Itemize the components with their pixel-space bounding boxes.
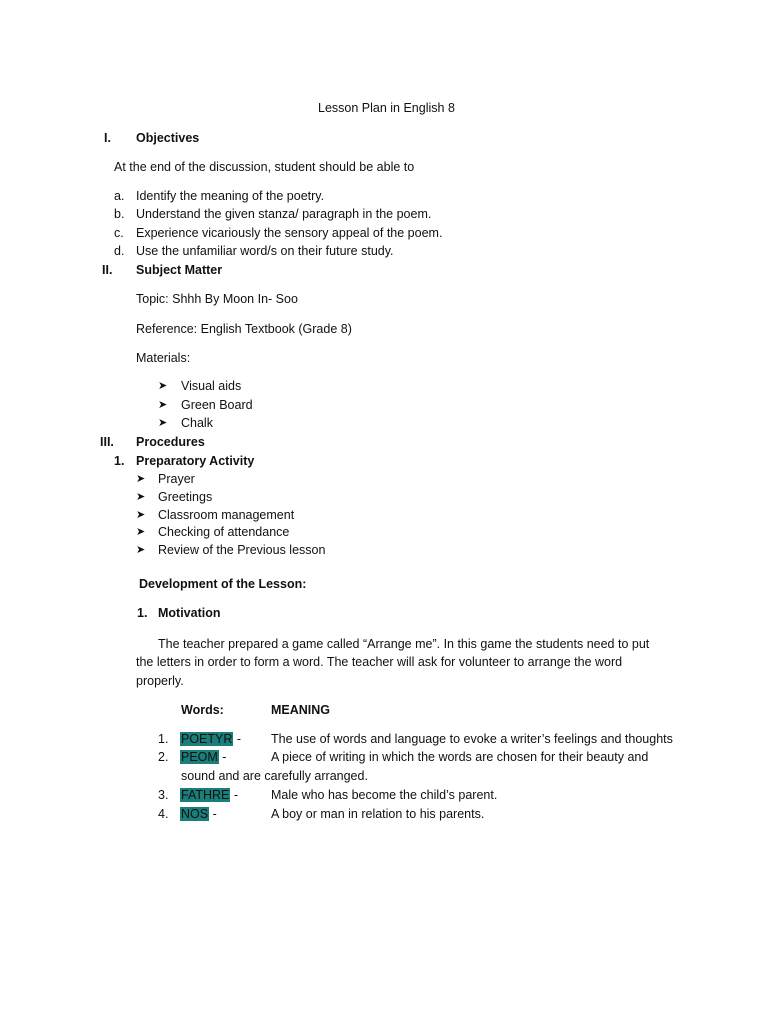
arrow-bullet-icon: ➤ bbox=[158, 417, 168, 429]
section-number-objectives: I. bbox=[104, 131, 111, 145]
scrambled-word: NOS bbox=[181, 807, 209, 821]
section-number-subject-matter: II. bbox=[102, 263, 113, 277]
arrow-bullet-icon: ➤ bbox=[136, 509, 146, 521]
arrow-bullet-icon: ➤ bbox=[136, 473, 146, 485]
scrambled-word: PEOM bbox=[181, 750, 218, 764]
objective-item: Experience vicariously the sensory appeal of the poem. bbox=[136, 226, 443, 240]
word-meaning-continued: sound and are carefully arranged. bbox=[181, 769, 368, 783]
preparatory-item: Prayer bbox=[158, 472, 195, 486]
arrow-bullet-icon: ➤ bbox=[158, 399, 168, 411]
preparatory-item: Classroom management bbox=[158, 508, 295, 522]
section-heading-subject-matter: Subject Matter bbox=[136, 263, 223, 277]
motivation-number: 1. bbox=[137, 606, 148, 620]
word-number: 3. bbox=[158, 788, 169, 802]
word-entry bbox=[180, 787, 238, 803]
section-heading-procedures: Procedures bbox=[136, 435, 205, 449]
section-number-procedures: III. bbox=[100, 435, 114, 449]
word-separator: - bbox=[209, 807, 217, 821]
word-meaning: A boy or man in relation to his parents. bbox=[271, 807, 485, 821]
word-entry bbox=[180, 731, 241, 747]
preparatory-number: 1. bbox=[114, 454, 125, 468]
word-meaning: The use of words and language to evoke a writer’s feelings and thoughts bbox=[271, 732, 673, 746]
motivation-paragraph-line: the letters in order to form a word. The teacher will ask for volunteer to arrange the word bbox=[136, 655, 623, 669]
topic-line: Topic: Shhh By Moon In- Soo bbox=[136, 292, 298, 306]
arrow-bullet-icon: ➤ bbox=[136, 544, 146, 556]
page-title: Lesson Plan in English 8 bbox=[318, 101, 455, 115]
motivation-heading: Motivation bbox=[158, 606, 221, 620]
word-entry bbox=[180, 749, 226, 765]
material-item: Green Board bbox=[181, 398, 253, 412]
objective-marker: b. bbox=[114, 207, 125, 221]
objective-item: Identify the meaning of the poetry. bbox=[136, 189, 325, 203]
motivation-paragraph-line: The teacher prepared a game called “Arrange me”. In this game the students need to put bbox=[158, 637, 650, 651]
material-item: Chalk bbox=[181, 416, 213, 430]
preparatory-item: Checking of attendance bbox=[158, 525, 290, 539]
word-number: 2. bbox=[158, 750, 169, 764]
arrow-bullet-icon: ➤ bbox=[136, 526, 146, 538]
material-item: Visual aids bbox=[181, 379, 242, 393]
preparatory-item: Greetings bbox=[158, 490, 213, 504]
reference-line: Reference: English Textbook (Grade 8) bbox=[136, 322, 352, 336]
word-separator: - bbox=[218, 750, 227, 764]
words-header: Words: bbox=[181, 703, 224, 717]
word-number: 1. bbox=[158, 732, 169, 746]
word-meaning: A piece of writing in which the words are chosen for their beauty and bbox=[271, 750, 649, 764]
motivation-paragraph-line: properly. bbox=[136, 674, 184, 688]
materials-label: Materials: bbox=[136, 351, 191, 365]
word-entry bbox=[180, 806, 217, 822]
section-heading-objectives: Objectives bbox=[136, 131, 200, 145]
word-separator: - bbox=[230, 788, 239, 802]
preparatory-item: Review of the Previous lesson bbox=[158, 543, 326, 557]
development-heading: Development of the Lesson: bbox=[139, 577, 307, 591]
scrambled-word: FATHRE bbox=[181, 788, 230, 802]
preparatory-heading: Preparatory Activity bbox=[136, 454, 255, 468]
objective-marker: a. bbox=[114, 189, 125, 203]
word-separator: - bbox=[233, 732, 242, 746]
arrow-bullet-icon: ➤ bbox=[158, 380, 168, 392]
objective-marker: d. bbox=[114, 244, 125, 258]
objectives-intro: At the end of the discussion, student should be able to bbox=[114, 160, 415, 174]
objective-marker: c. bbox=[114, 226, 124, 240]
meaning-header: MEANING bbox=[271, 703, 331, 717]
objective-item: Use the unfamiliar word/s on their future study. bbox=[136, 244, 394, 258]
objective-item: Understand the given stanza/ paragraph in the poem. bbox=[136, 207, 432, 221]
scrambled-word: POETYR bbox=[181, 732, 233, 746]
word-number: 4. bbox=[158, 807, 169, 821]
arrow-bullet-icon: ➤ bbox=[136, 491, 146, 503]
word-meaning: Male who has become the child’s parent. bbox=[271, 788, 498, 802]
